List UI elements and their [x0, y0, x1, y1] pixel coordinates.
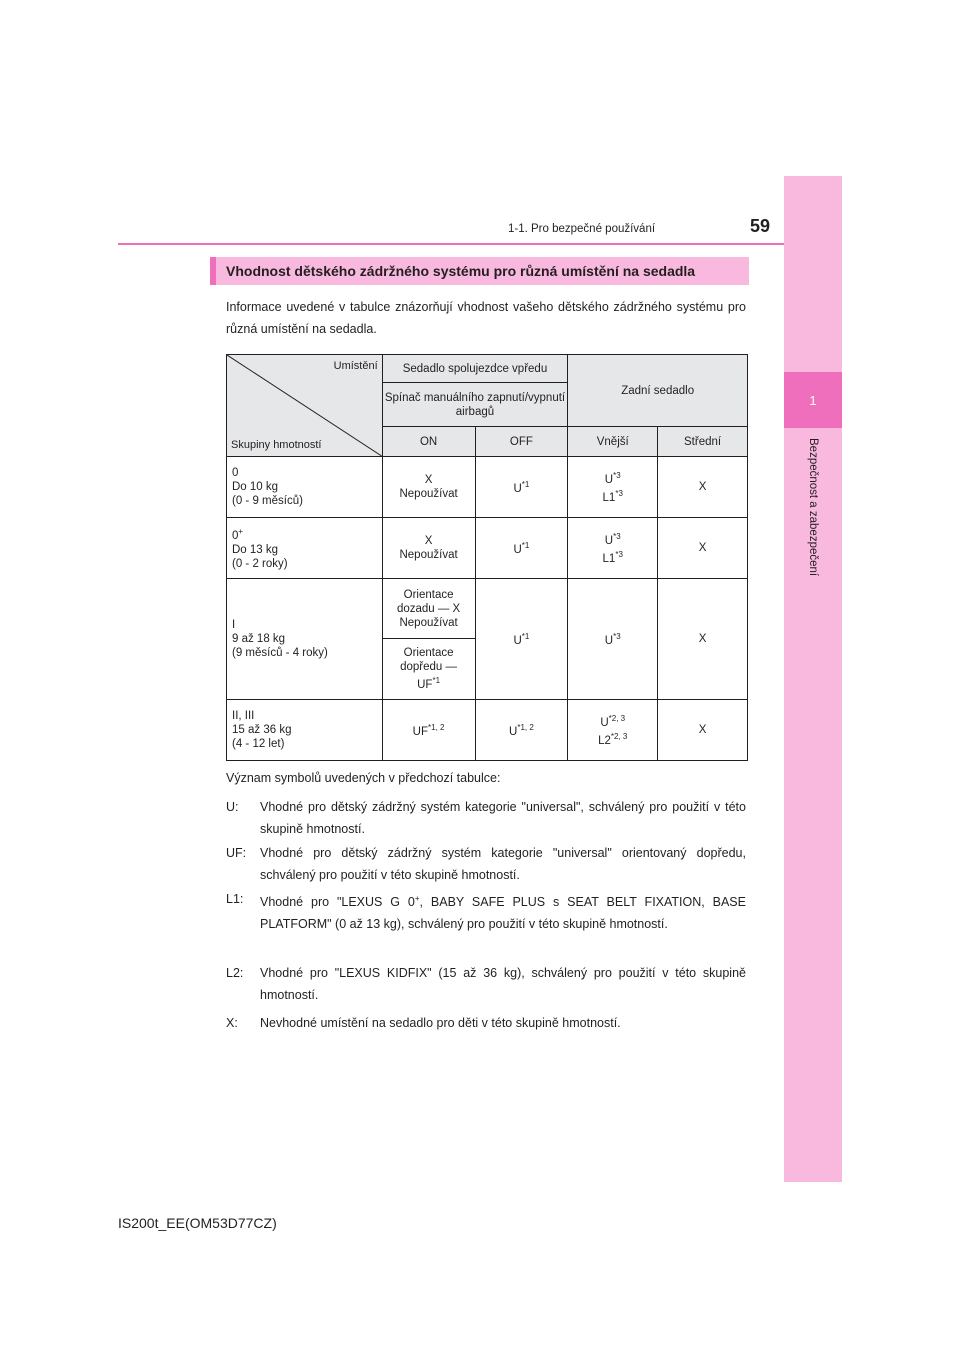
chapter-label: Bezpečnost a zabezpečení [807, 438, 819, 577]
col-on-header: ON [382, 427, 475, 457]
off-value: U [513, 482, 522, 495]
on-cell-rear-facing [382, 579, 475, 639]
legend-text [260, 888, 746, 935]
legend-item-l2 [226, 962, 746, 1006]
legend-key: L2: [226, 966, 244, 980]
outer-value: U [604, 634, 614, 647]
front-seat-header: Sedadlo spolujezdce vpředu [382, 355, 568, 383]
footnote-ref: *1 [521, 541, 530, 551]
center-cell: X [658, 700, 748, 761]
header-divider [118, 243, 784, 245]
group-age: (0 - 2 roky) [232, 557, 288, 570]
footnote-ref: *3 [613, 632, 621, 642]
footnote-ref: *3 [615, 489, 623, 498]
legend-key: L1: [226, 892, 244, 906]
off-value: U [513, 543, 522, 556]
off-cell [475, 457, 568, 518]
on-note: Nepoužívat [399, 549, 458, 561]
on-note: Orientace [403, 647, 454, 660]
footnote-ref: *2, 3 [610, 732, 628, 741]
group-cell [227, 518, 383, 579]
group-name: I [232, 619, 236, 631]
group-age: (9 měsíců - 4 roky) [232, 647, 328, 659]
footnote-ref: *2, 3 [608, 714, 626, 724]
outer-value: L1 [602, 491, 616, 504]
on-cell-forward-facing [382, 639, 475, 700]
chapter-number-tab[interactable] [784, 372, 842, 428]
on-cell [382, 518, 475, 579]
on-cell [382, 457, 475, 518]
legend-item-u [226, 796, 746, 840]
group-cell [227, 700, 383, 761]
legend-sup: + [414, 894, 420, 903]
off-cell [475, 579, 568, 700]
on-value: X [424, 535, 433, 547]
on-value: UF [412, 725, 429, 738]
outer-value: L1 [602, 552, 616, 565]
intro-paragraph: Informace uvedené v tabulce znázorňují vhodnost vašeho dětského zádržného systému pro různá umístění na sedadla. [226, 300, 746, 336]
section-title: 1-1. Pro bezpečné používání [508, 223, 656, 235]
on-value: UF [417, 678, 433, 691]
legend-key: X: [226, 1016, 238, 1030]
chapter-number: 1 [809, 392, 817, 408]
on-cell [382, 700, 475, 761]
on-note: Orientace [403, 588, 454, 601]
legend-text: Nevhodné umístění na sedadlo pro děti v této skupině hmotností. [260, 1016, 621, 1030]
airbag-switch-header: Spínač manuálního zapnutí/vypnutí airbagů [382, 383, 568, 427]
col-center-header: Střední [658, 427, 748, 457]
legend-item-x [226, 1012, 746, 1034]
footnote-ref: *3 [613, 532, 621, 542]
footnote-ref: *3 [613, 471, 621, 481]
outer-cell [568, 518, 658, 579]
footnote-ref: *1 [432, 676, 441, 686]
legend-item-l1 [226, 888, 746, 935]
off-cell [475, 518, 568, 579]
footnote-ref: *1 [521, 632, 530, 642]
footnote-ref: *1 [521, 480, 530, 490]
group-weight: Do 13 kg [232, 543, 279, 556]
table-row [227, 457, 748, 518]
legend-item-uf [226, 842, 746, 886]
col-off-header: OFF [475, 427, 568, 457]
group-age: (0 - 9 měsíců) [232, 495, 303, 507]
legend-text: Vhodné pro "LEXUS KIDFIX" (15 až 36 kg), schválený pro použití v této skupině hmotností. [260, 966, 746, 1002]
group-name: 0 [232, 467, 239, 479]
outer-cell [568, 457, 658, 518]
center-cell: X [658, 518, 748, 579]
outer-value: U [600, 717, 609, 729]
center-cell: X [658, 579, 748, 700]
legend-title: Význam symbolů uvedených v předchozí tabulce: [226, 771, 501, 785]
off-cell [475, 700, 568, 761]
legend-text-part: , BABY SAFE PLUS s SEAT BELT FIXATION, BASE PLATFORM" (0 až 13 kg), schválený pro použití v této skupině hmotností. [260, 895, 746, 932]
group-weight: 9 až 18 kg [232, 633, 286, 645]
off-value: U [509, 725, 518, 738]
rear-seat-header: Zadní sedadlo [568, 355, 748, 427]
on-note: Nepoužívat [399, 616, 458, 629]
on-value: X [424, 474, 433, 486]
outer-cell [568, 700, 658, 761]
table-row [227, 579, 748, 639]
footnote-ref: *3 [615, 550, 623, 559]
on-value: dozadu — X [396, 602, 461, 615]
group-cell [227, 579, 383, 700]
group-name: II, III [232, 710, 255, 722]
outer-value: U [604, 535, 614, 547]
group-sup: + [238, 527, 244, 537]
footnote-ref: *1, 2 [428, 723, 445, 733]
off-value: U [513, 634, 522, 647]
section-heading-text: Vhodnost dětského zádržného systému pro různá umístění na sedadla [226, 263, 696, 279]
group-age: (4 - 12 let) [232, 738, 285, 750]
page-number: 59 [750, 216, 771, 236]
group-cell [227, 457, 383, 518]
legend-text: Vhodné pro dětský zádržný systém kategorie "universal", schválený pro použití v této skupině hmotností. [260, 800, 746, 836]
outer-value: L2 [598, 734, 611, 747]
on-note: Nepoužívat [399, 488, 458, 500]
footnote-ref: *1, 2 [517, 723, 534, 733]
group-weight: Do 10 kg [232, 481, 279, 493]
section-heading [210, 257, 749, 285]
table-row [227, 518, 748, 579]
chapter-sidebar [784, 176, 842, 1182]
outer-cell [568, 579, 658, 700]
legend-key: UF: [226, 846, 247, 860]
col-outer-header: Vnější [568, 427, 658, 457]
table-row [227, 700, 748, 761]
suitability-table [226, 354, 748, 761]
center-cell: X [658, 457, 748, 518]
legend-text: Vhodné pro dětský zádržný systém kategorie "universal" orientovaný dopředu, schválený pro použití v této skupině hmotností. [260, 846, 746, 882]
legend-key: U: [226, 800, 239, 814]
outer-value: U [604, 474, 614, 486]
weight-groups-label: Skupiny hmotností [231, 439, 322, 451]
legend-text-part: Vhodné pro "LEXUS G 0 [260, 895, 415, 910]
placement-label: Umístění [333, 360, 378, 372]
diagonal-header-cell [227, 355, 383, 457]
model-code: IS200t_EE(OM53D77CZ) [118, 1215, 277, 1231]
on-note: dopředu — [400, 661, 458, 674]
group-name: 0 [232, 529, 239, 542]
group-weight: 15 až 36 kg [232, 724, 292, 736]
